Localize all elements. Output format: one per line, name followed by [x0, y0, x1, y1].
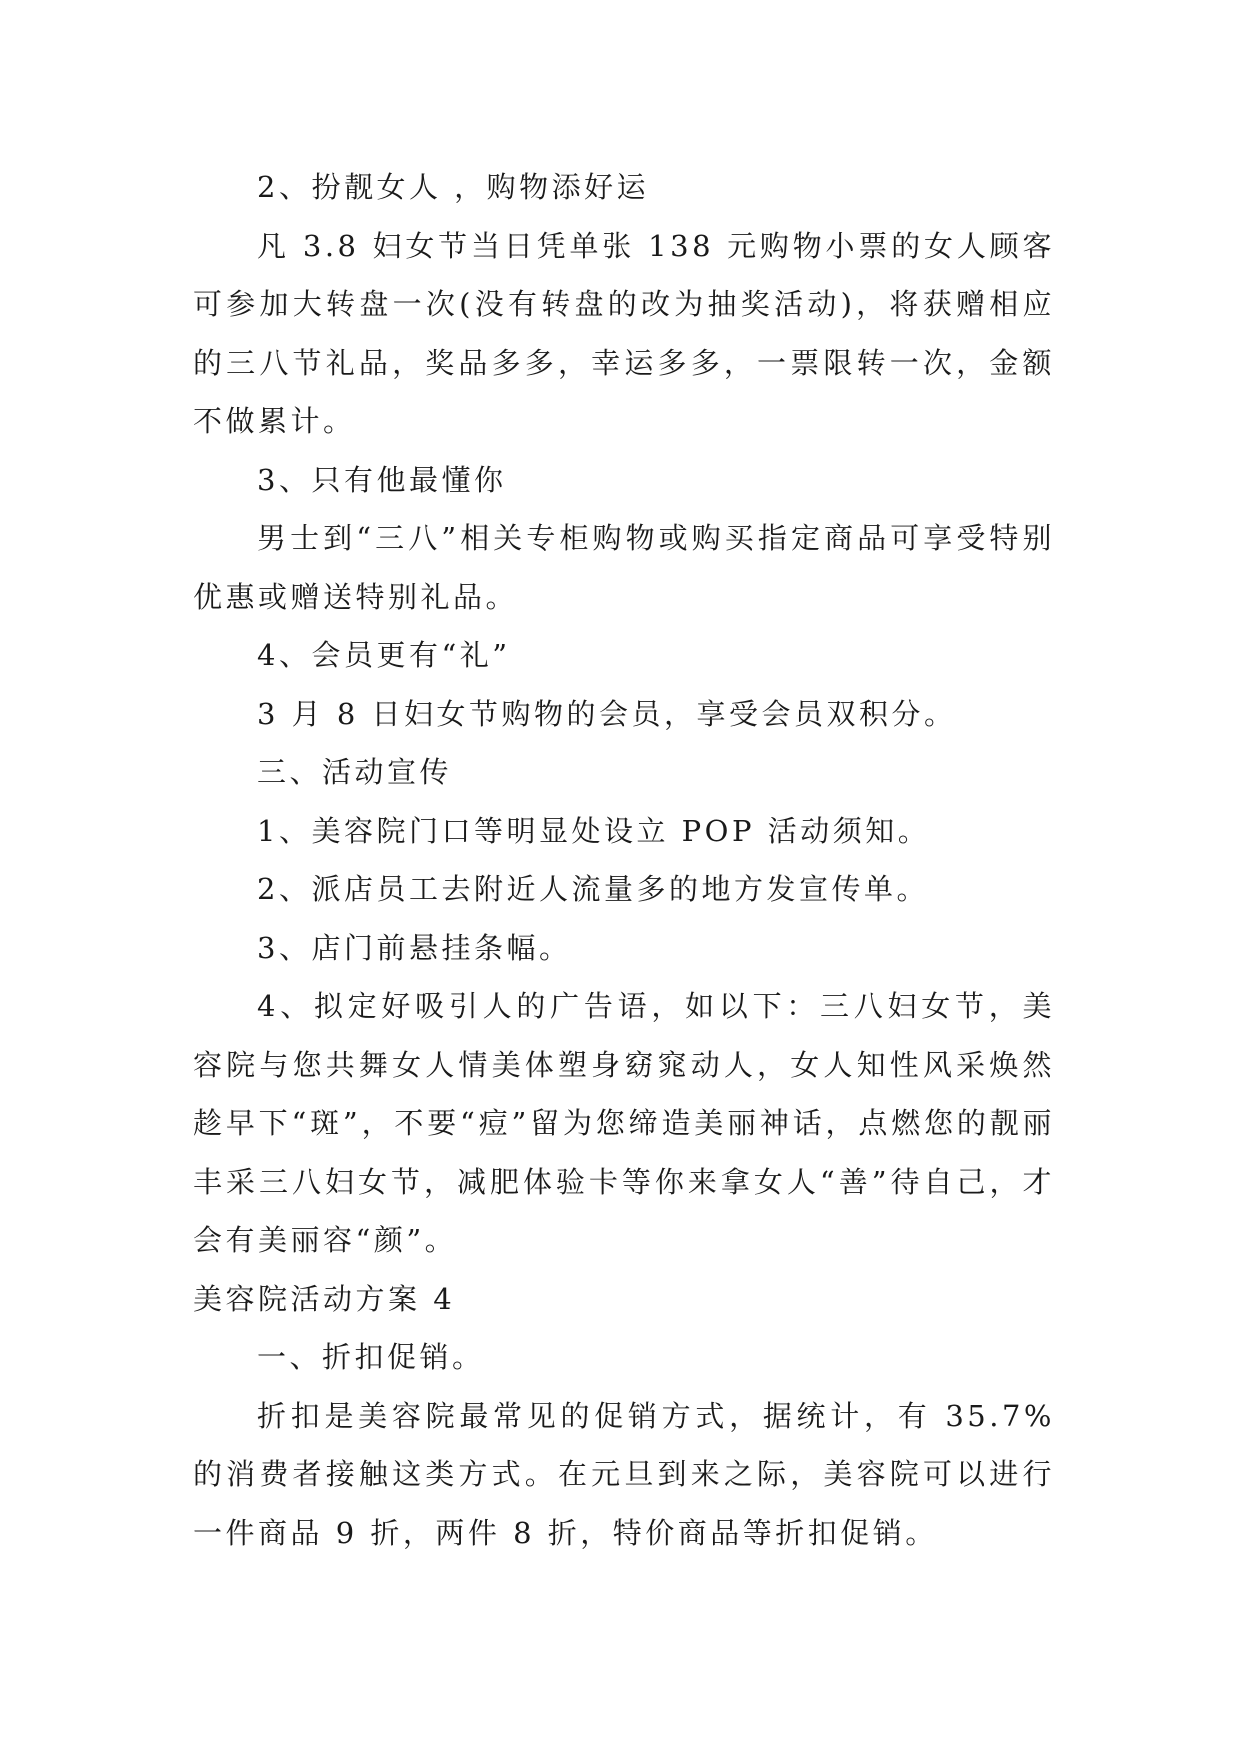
paragraph-member-points: 3 月 8 日妇女节购物的会员，享受会员双积分。 [257, 696, 957, 731]
paragraph-discount: 折扣是美容院最常见的促销方式，据统计，有 35.7%的消费者接触这类方式。在元旦到来之际，美容院可以进行一件商品 9 折，两件 8 折，特价商品等折扣促销。 [193, 1398, 1055, 1550]
item-heading-dress-up: 2、扮靓女人 ，购物添好运 [257, 170, 650, 204]
item-heading-member-gift: 4、会员更有“礼” [257, 638, 511, 672]
paragraph-men-shopping: 男士到“三八”相关专柜购物或购买指定商品可享受特别优惠或赠送特别礼品。 [193, 521, 1055, 614]
section-heading-discount: 一、折扣促销。 [257, 1340, 485, 1374]
item-heading-he-understands: 3、只有他最懂你 [257, 462, 507, 497]
list-item-banner: 3、店门前悬挂条幅。 [257, 930, 572, 965]
list-item-pop-notice: 1、美容院门口等明显处设立 POP 活动须知。 [257, 813, 931, 848]
plan-title: 美容院活动方案 4 [193, 1281, 456, 1316]
list-item-flyers: 2、派店员工去附近人流量多的地方发宣传单。 [257, 872, 929, 906]
section-heading-promotion: 三、活动宣传 [257, 755, 453, 789]
paragraph-lucky-wheel: 凡 3.8 妇女节当日凭单张 138 元购物小票的女人顾客可参加大转盘一次(没有转盘的改为抽奖活动)，将获赠相应的三八节礼品，奖品多多，幸运多多，一票限转一次，金额不做累计。 [193, 228, 1055, 438]
document-body [193, 158, 1055, 1562]
list-item-slogans: 4、拟定好吸引人的广告语，如以下：三八妇女节，美容院与您共舞女人情美体塑身窈窕动人，女人知性风采焕然趁早下“斑”，不要“痘”留为您缔造美丽神话，点燃您的靓丽丰采三八妇女节，减肥体验卡等你来拿女人“善”待自己，才会有美丽容“颜”。 [193, 989, 1055, 1257]
